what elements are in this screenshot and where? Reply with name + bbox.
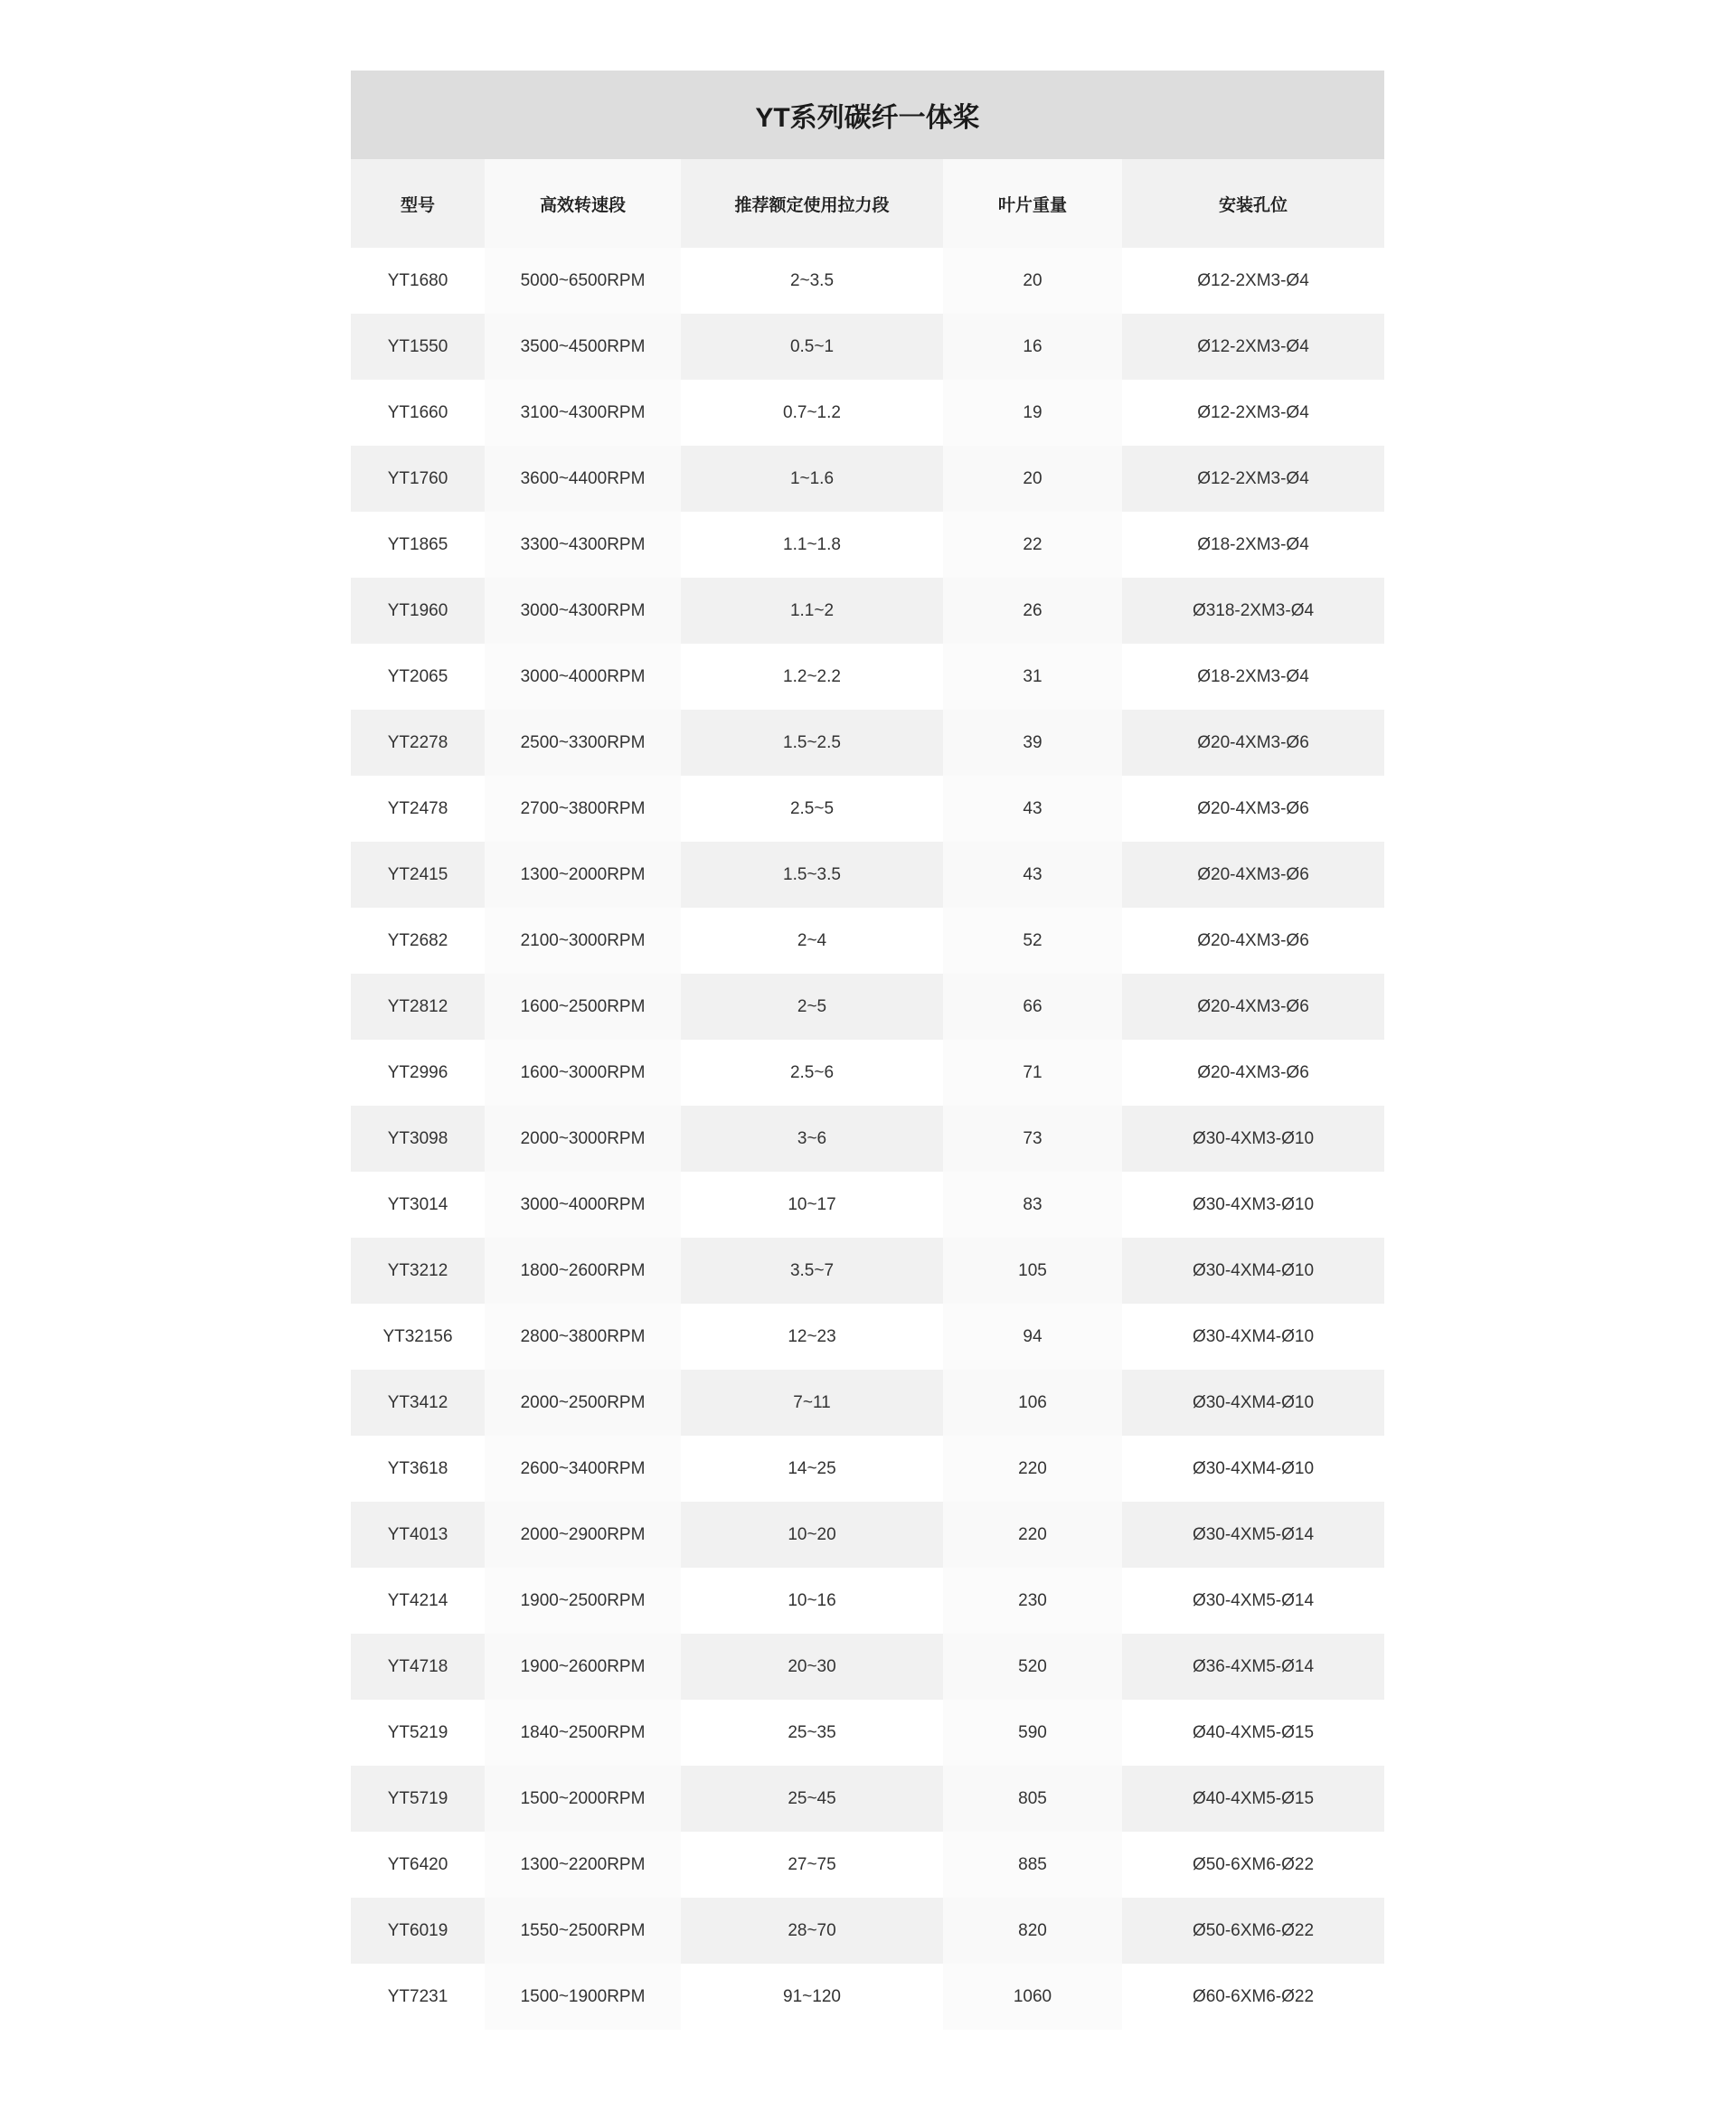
cell-model: YT3212 <box>351 1238 485 1304</box>
cell-mounting-holes: Ø12-2XM3-Ø4 <box>1122 380 1384 446</box>
cell-mounting-holes: Ø36-4XM5-Ø14 <box>1122 1634 1384 1700</box>
cell-rated-thrust: 2.5~5 <box>681 776 943 842</box>
cell-model: YT6420 <box>351 1832 485 1898</box>
cell-mounting-holes: Ø20-4XM3-Ø6 <box>1122 842 1384 908</box>
cell-speed-range: 3600~4400RPM <box>485 446 681 512</box>
cell-blade-weight: 20 <box>943 248 1122 314</box>
cell-speed-range: 1900~2500RPM <box>485 1568 681 1634</box>
cell-speed-range: 2100~3000RPM <box>485 908 681 974</box>
cell-model: YT1865 <box>351 512 485 578</box>
cell-model: YT1760 <box>351 446 485 512</box>
cell-rated-thrust: 1.2~2.2 <box>681 644 943 710</box>
cell-rated-thrust: 3.5~7 <box>681 1238 943 1304</box>
cell-mounting-holes: Ø40-4XM5-Ø15 <box>1122 1700 1384 1766</box>
cell-speed-range: 1900~2600RPM <box>485 1634 681 1700</box>
cell-model: YT2065 <box>351 644 485 710</box>
cell-blade-weight: 805 <box>943 1766 1122 1832</box>
cell-model: YT4013 <box>351 1502 485 1568</box>
cell-speed-range: 1300~2200RPM <box>485 1832 681 1898</box>
cell-mounting-holes: Ø18-2XM3-Ø4 <box>1122 644 1384 710</box>
cell-speed-range: 1600~2500RPM <box>485 974 681 1040</box>
cell-blade-weight: 16 <box>943 314 1122 380</box>
cell-model: YT2415 <box>351 842 485 908</box>
cell-mounting-holes: Ø20-4XM3-Ø6 <box>1122 1040 1384 1106</box>
cell-model: YT2996 <box>351 1040 485 1106</box>
cell-rated-thrust: 2.5~6 <box>681 1040 943 1106</box>
cell-mounting-holes: Ø40-4XM5-Ø15 <box>1122 1766 1384 1832</box>
cell-model: YT3014 <box>351 1172 485 1238</box>
cell-rated-thrust: 28~70 <box>681 1898 943 1964</box>
cell-speed-range: 3300~4300RPM <box>485 512 681 578</box>
cell-model: YT3412 <box>351 1370 485 1436</box>
cell-blade-weight: 220 <box>943 1502 1122 1568</box>
cell-rated-thrust: 91~120 <box>681 1964 943 2030</box>
cell-rated-thrust: 14~25 <box>681 1436 943 1502</box>
cell-blade-weight: 19 <box>943 380 1122 446</box>
cell-rated-thrust: 0.5~1 <box>681 314 943 380</box>
spec-table <box>351 71 1384 2030</box>
cell-model: YT2278 <box>351 710 485 776</box>
cell-blade-weight: 22 <box>943 512 1122 578</box>
cell-speed-range: 3500~4500RPM <box>485 314 681 380</box>
cell-rated-thrust: 2~4 <box>681 908 943 974</box>
header-rated-thrust: 推荐额定使用拉力段 <box>681 159 943 248</box>
cell-mounting-holes: Ø12-2XM3-Ø4 <box>1122 446 1384 512</box>
cell-model: YT3098 <box>351 1106 485 1172</box>
cell-speed-range: 2000~2500RPM <box>485 1370 681 1436</box>
cell-rated-thrust: 10~16 <box>681 1568 943 1634</box>
cell-rated-thrust: 10~20 <box>681 1502 943 1568</box>
cell-mounting-holes: Ø60-6XM6-Ø22 <box>1122 1964 1384 2030</box>
cell-blade-weight: 43 <box>943 842 1122 908</box>
cell-mounting-holes: Ø30-4XM5-Ø14 <box>1122 1502 1384 1568</box>
cell-model: YT5719 <box>351 1766 485 1832</box>
header-blade-weight: 叶片重量 <box>943 159 1122 248</box>
table-title: YT系列碳纤一体桨 <box>351 71 1384 159</box>
cell-rated-thrust: 2~5 <box>681 974 943 1040</box>
cell-blade-weight: 43 <box>943 776 1122 842</box>
cell-blade-weight: 820 <box>943 1898 1122 1964</box>
cell-speed-range: 2000~2900RPM <box>485 1502 681 1568</box>
cell-rated-thrust: 12~23 <box>681 1304 943 1370</box>
cell-mounting-holes: Ø50-6XM6-Ø22 <box>1122 1898 1384 1964</box>
cell-mounting-holes: Ø30-4XM4-Ø10 <box>1122 1304 1384 1370</box>
cell-blade-weight: 105 <box>943 1238 1122 1304</box>
cell-speed-range: 3100~4300RPM <box>485 380 681 446</box>
cell-rated-thrust: 0.7~1.2 <box>681 380 943 446</box>
cell-mounting-holes: Ø20-4XM3-Ø6 <box>1122 974 1384 1040</box>
cell-model: YT2812 <box>351 974 485 1040</box>
cell-speed-range: 2800~3800RPM <box>485 1304 681 1370</box>
cell-mounting-holes: Ø30-4XM4-Ø10 <box>1122 1436 1384 1502</box>
cell-blade-weight: 20 <box>943 446 1122 512</box>
cell-mounting-holes: Ø20-4XM3-Ø6 <box>1122 776 1384 842</box>
cell-model: YT4718 <box>351 1634 485 1700</box>
cell-speed-range: 1500~2000RPM <box>485 1766 681 1832</box>
cell-model: YT7231 <box>351 1964 485 2030</box>
cell-mounting-holes: Ø50-6XM6-Ø22 <box>1122 1832 1384 1898</box>
cell-speed-range: 1300~2000RPM <box>485 842 681 908</box>
cell-blade-weight: 52 <box>943 908 1122 974</box>
header-speed-range: 高效转速段 <box>485 159 681 248</box>
cell-rated-thrust: 20~30 <box>681 1634 943 1700</box>
cell-rated-thrust: 1~1.6 <box>681 446 943 512</box>
cell-speed-range: 3000~4300RPM <box>485 578 681 644</box>
cell-speed-range: 2000~3000RPM <box>485 1106 681 1172</box>
cell-blade-weight: 590 <box>943 1700 1122 1766</box>
cell-blade-weight: 26 <box>943 578 1122 644</box>
cell-model: YT4214 <box>351 1568 485 1634</box>
cell-blade-weight: 83 <box>943 1172 1122 1238</box>
cell-rated-thrust: 27~75 <box>681 1832 943 1898</box>
cell-speed-range: 2700~3800RPM <box>485 776 681 842</box>
cell-model: YT32156 <box>351 1304 485 1370</box>
cell-model: YT3618 <box>351 1436 485 1502</box>
cell-mounting-holes: Ø30-4XM4-Ø10 <box>1122 1370 1384 1436</box>
cell-mounting-holes: Ø12-2XM3-Ø4 <box>1122 314 1384 380</box>
cell-blade-weight: 71 <box>943 1040 1122 1106</box>
cell-speed-range: 1600~3000RPM <box>485 1040 681 1106</box>
cell-blade-weight: 1060 <box>943 1964 1122 2030</box>
cell-mounting-holes: Ø18-2XM3-Ø4 <box>1122 512 1384 578</box>
cell-blade-weight: 885 <box>943 1832 1122 1898</box>
cell-mounting-holes: Ø20-4XM3-Ø6 <box>1122 908 1384 974</box>
cell-model: YT1680 <box>351 248 485 314</box>
cell-blade-weight: 31 <box>943 644 1122 710</box>
cell-mounting-holes: Ø318-2XM3-Ø4 <box>1122 578 1384 644</box>
cell-rated-thrust: 3~6 <box>681 1106 943 1172</box>
cell-model: YT1960 <box>351 578 485 644</box>
cell-rated-thrust: 25~35 <box>681 1700 943 1766</box>
cell-mounting-holes: Ø30-4XM3-Ø10 <box>1122 1106 1384 1172</box>
cell-mounting-holes: Ø20-4XM3-Ø6 <box>1122 710 1384 776</box>
cell-blade-weight: 220 <box>943 1436 1122 1502</box>
cell-blade-weight: 73 <box>943 1106 1122 1172</box>
cell-model: YT1660 <box>351 380 485 446</box>
cell-rated-thrust: 7~11 <box>681 1370 943 1436</box>
cell-speed-range: 5000~6500RPM <box>485 248 681 314</box>
cell-rated-thrust: 1.5~3.5 <box>681 842 943 908</box>
cell-blade-weight: 66 <box>943 974 1122 1040</box>
cell-speed-range: 3000~4000RPM <box>485 644 681 710</box>
cell-speed-range: 1500~1900RPM <box>485 1964 681 2030</box>
header-mounting-holes: 安装孔位 <box>1122 159 1384 248</box>
cell-rated-thrust: 2~3.5 <box>681 248 943 314</box>
cell-model: YT1550 <box>351 314 485 380</box>
cell-blade-weight: 106 <box>943 1370 1122 1436</box>
cell-speed-range: 1840~2500RPM <box>485 1700 681 1766</box>
cell-mounting-holes: Ø30-4XM4-Ø10 <box>1122 1238 1384 1304</box>
cell-model: YT2682 <box>351 908 485 974</box>
cell-speed-range: 3000~4000RPM <box>485 1172 681 1238</box>
cell-model: YT2478 <box>351 776 485 842</box>
cell-speed-range: 1550~2500RPM <box>485 1898 681 1964</box>
cell-rated-thrust: 1.5~2.5 <box>681 710 943 776</box>
cell-blade-weight: 39 <box>943 710 1122 776</box>
table-grid <box>351 159 1384 2030</box>
cell-rated-thrust: 1.1~2 <box>681 578 943 644</box>
header-model: 型号 <box>351 159 485 248</box>
cell-model: YT5219 <box>351 1700 485 1766</box>
cell-rated-thrust: 1.1~1.8 <box>681 512 943 578</box>
cell-blade-weight: 230 <box>943 1568 1122 1634</box>
cell-model: YT6019 <box>351 1898 485 1964</box>
cell-speed-range: 2600~3400RPM <box>485 1436 681 1502</box>
cell-speed-range: 2500~3300RPM <box>485 710 681 776</box>
cell-mounting-holes: Ø30-4XM3-Ø10 <box>1122 1172 1384 1238</box>
cell-blade-weight: 520 <box>943 1634 1122 1700</box>
cell-blade-weight: 94 <box>943 1304 1122 1370</box>
cell-mounting-holes: Ø30-4XM5-Ø14 <box>1122 1568 1384 1634</box>
cell-rated-thrust: 10~17 <box>681 1172 943 1238</box>
cell-mounting-holes: Ø12-2XM3-Ø4 <box>1122 248 1384 314</box>
cell-speed-range: 1800~2600RPM <box>485 1238 681 1304</box>
cell-rated-thrust: 25~45 <box>681 1766 943 1832</box>
